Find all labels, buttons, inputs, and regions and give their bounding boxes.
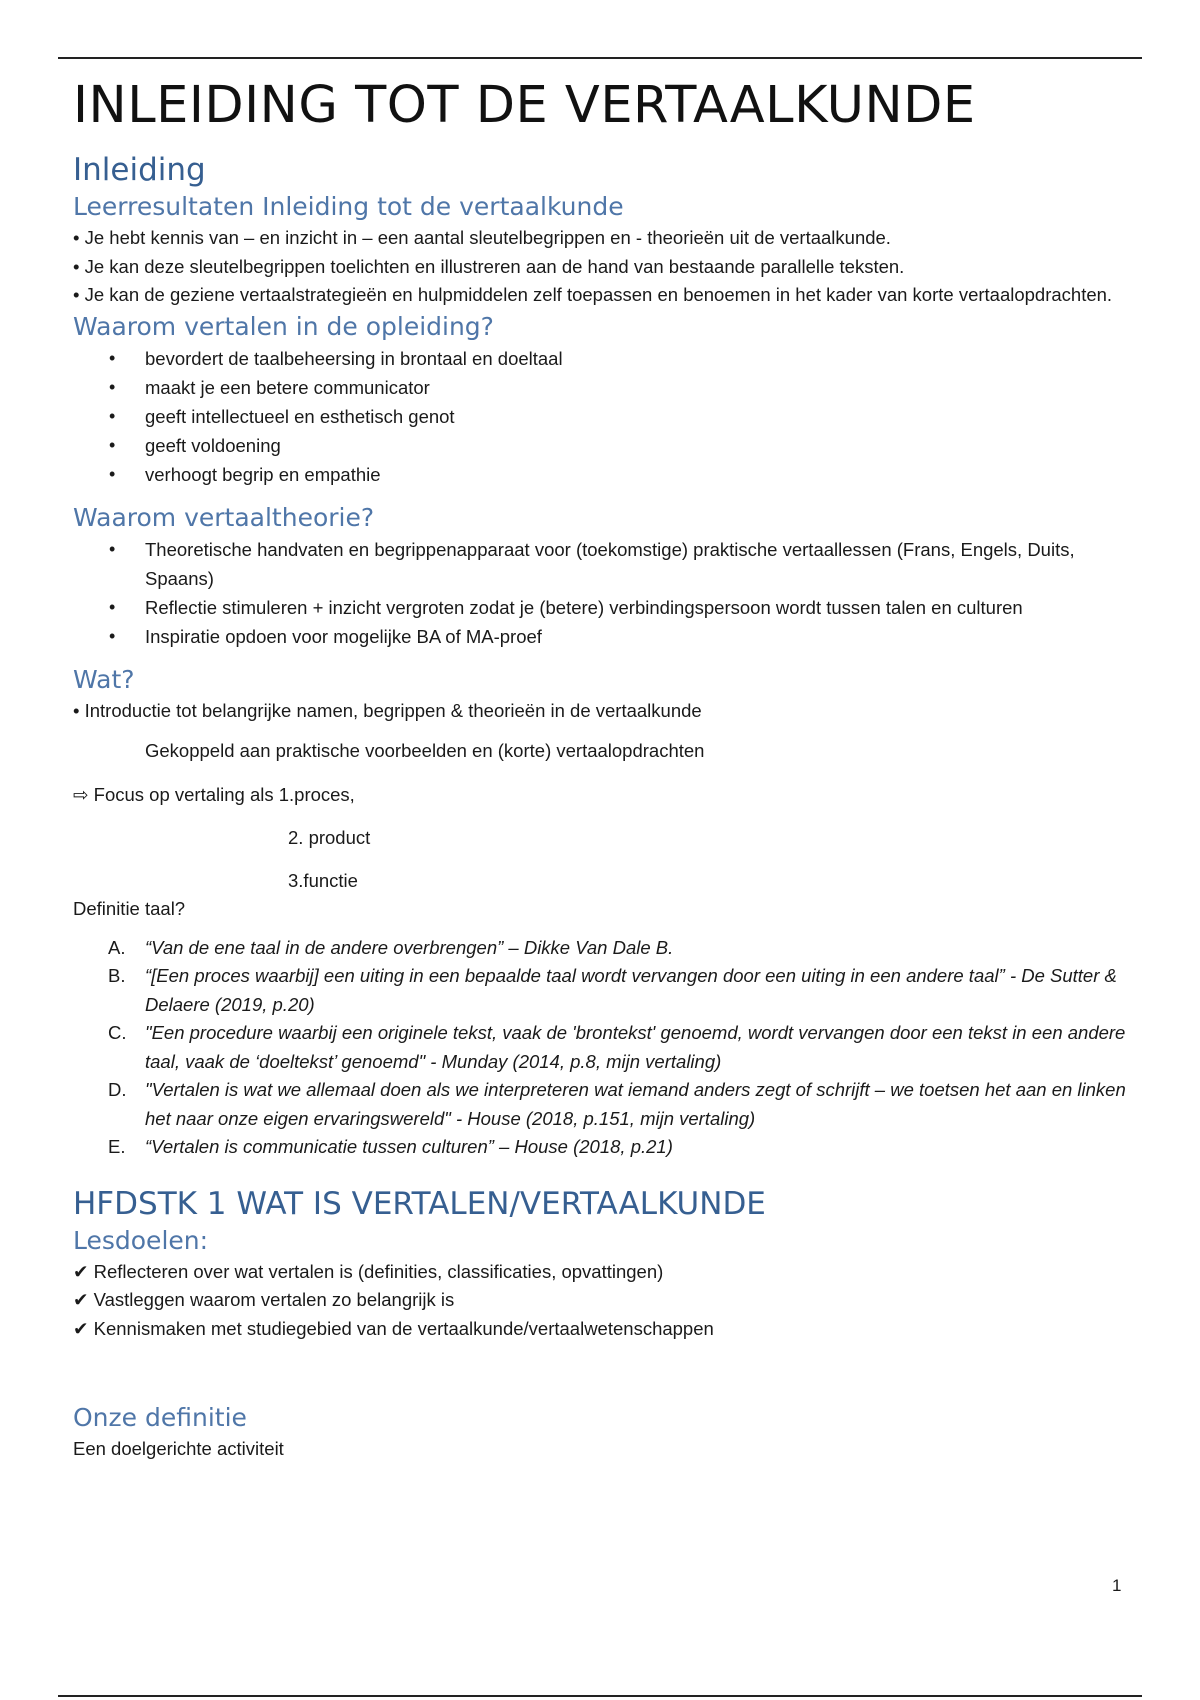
leerresultaat-line: • Je kan deze sleutelbegrippen toelichten en illustreren aan de hand van bestaande parallelle teksten. [73, 255, 905, 277]
heading-inleiding: Inleiding [73, 152, 206, 188]
list-marker: E. [108, 1136, 126, 1157]
heading-waarom-vertalen: Waarom vertalen in de opleiding? [73, 311, 494, 341]
definitie-item [108, 962, 1133, 1019]
list-item: • geeft voldoening [145, 431, 1133, 460]
definitie-text: “Van de ene taal in de andere overbrengen” – Dikke Van Dale B. [145, 936, 674, 958]
lesdoel-line: ✔ Reflecteren over wat vertalen is (definities, classificaties, opvattingen) [73, 1260, 664, 1282]
definitie-text: "Een procedure waarbij een originele tekst, vaak de 'brontekst' genoemd, wordt vervangen door een tekst in een andere taal, vaak de ‘doeltekst’ genoemd" - Munday (2014, p.8, mijn vertaling) [145, 1022, 1126, 1072]
heading-lesdoelen: Lesdoelen: [73, 1225, 209, 1255]
waarom-theorie-list [73, 535, 1133, 651]
heading-wat: Wat? [73, 664, 135, 694]
leerresultaat-line: • Je hebt kennis van – en inzicht in – een aantal sleutelbegrippen en - theorieën uit de vertaalkunde. [73, 227, 891, 248]
list-item: • maakt je een betere communicator [145, 373, 1133, 402]
list-item: • bevordert de taalbeheersing in brontaal en doeltaal [145, 344, 1133, 373]
wat-focus-product: 2. product [288, 827, 371, 848]
definitie-label: Definitie taal? [73, 898, 186, 919]
lesdoel-line: ✔ Vastleggen waarom vertalen zo belangrijk is [73, 1289, 455, 1310]
heading-hfdstk1: HFDSTK 1 WAT IS VERTALEN/VERTAALKUNDE [73, 1185, 766, 1222]
wat-gekoppeld: Gekoppeld aan praktische voorbeelden en (korte) vertaalopdrachten [145, 740, 705, 761]
top-rule [58, 57, 1142, 59]
document-title: INLEIDING TOT DE VERTAALKUNDE [73, 76, 976, 135]
page-number: 1 [1112, 1576, 1122, 1595]
list-item: • Inspiratie opdoen voor mogelijke BA of MA-proef [145, 622, 1133, 651]
wat-focus-functie: 3.functie [288, 869, 358, 891]
definitie-item [108, 934, 1133, 963]
heading-onze-definitie: Onze definitie [73, 1403, 247, 1432]
lesdoel-line: ✔ Kennismaken met studiegebied van de vertaalkunde/vertaalwetenschappen [73, 1317, 714, 1339]
list-marker: B. [108, 965, 126, 986]
heading-waarom-theorie: Waarom vertaaltheorie? [73, 502, 375, 532]
definitie-text: “Vertalen is communicatie tussen culturen” – House (2018, p.21) [145, 1136, 673, 1157]
definitie-item [108, 1019, 1133, 1076]
list-marker: D. [108, 1079, 127, 1100]
list-item: • geeft intellectueel en esthetisch genot [145, 402, 1133, 431]
definitie-text: "Vertalen is wat we allemaal doen als we interpreteren wat iemand anders zegt of schrijft – we toetsen het aan en linken het naar onze eigen ervaringswereld" - House (2018, p.151, mijn vertaling) [145, 1079, 1126, 1129]
list-item: • Theoretische handvaten en begrippenapparaat voor (toekomstige) praktische vertaallessen (Frans, Engels, Duits, Spaans) [145, 535, 1133, 593]
leerresultaat-line: • Je kan de geziene vertaalstrategieën en hulpmiddelen zelf toepassen en benoemen in het kader van korte vertaalopdrachten. [73, 284, 1113, 305]
definities-list [73, 934, 1133, 1162]
list-marker: C. [108, 1022, 127, 1043]
waarom-vertalen-list [73, 344, 1133, 489]
definitie-item [108, 1133, 1133, 1162]
document-page [73, 72, 1133, 1464]
list-item: • Reflectie stimuleren + inzicht vergroten zodat je (betere) verbindingspersoon wordt tussen talen en culturen [145, 593, 1133, 622]
onze-definitie-text: Een doelgerichte activiteit [73, 1438, 284, 1459]
list-marker: A. [108, 936, 126, 958]
definitie-item [108, 1076, 1133, 1133]
wat-focus: ⇨ Focus op vertaling als 1.proces, [73, 783, 355, 805]
bottom-rule [58, 1695, 1142, 1697]
definitie-text: “[Een proces waarbij] een uiting in een bepaalde taal wordt vervangen door een uiting in een andere taal” - De Sutter & Delaere (2019, p.20) [145, 965, 1117, 1015]
heading-leerresultaten: Leerresultaten Inleiding tot de vertaalkunde [73, 192, 624, 221]
list-item: • verhoogt begrip en empathie [145, 460, 1133, 489]
wat-intro: • Introductie tot belangrijke namen, begrippen & theorieën in de vertaalkunde [73, 699, 702, 721]
